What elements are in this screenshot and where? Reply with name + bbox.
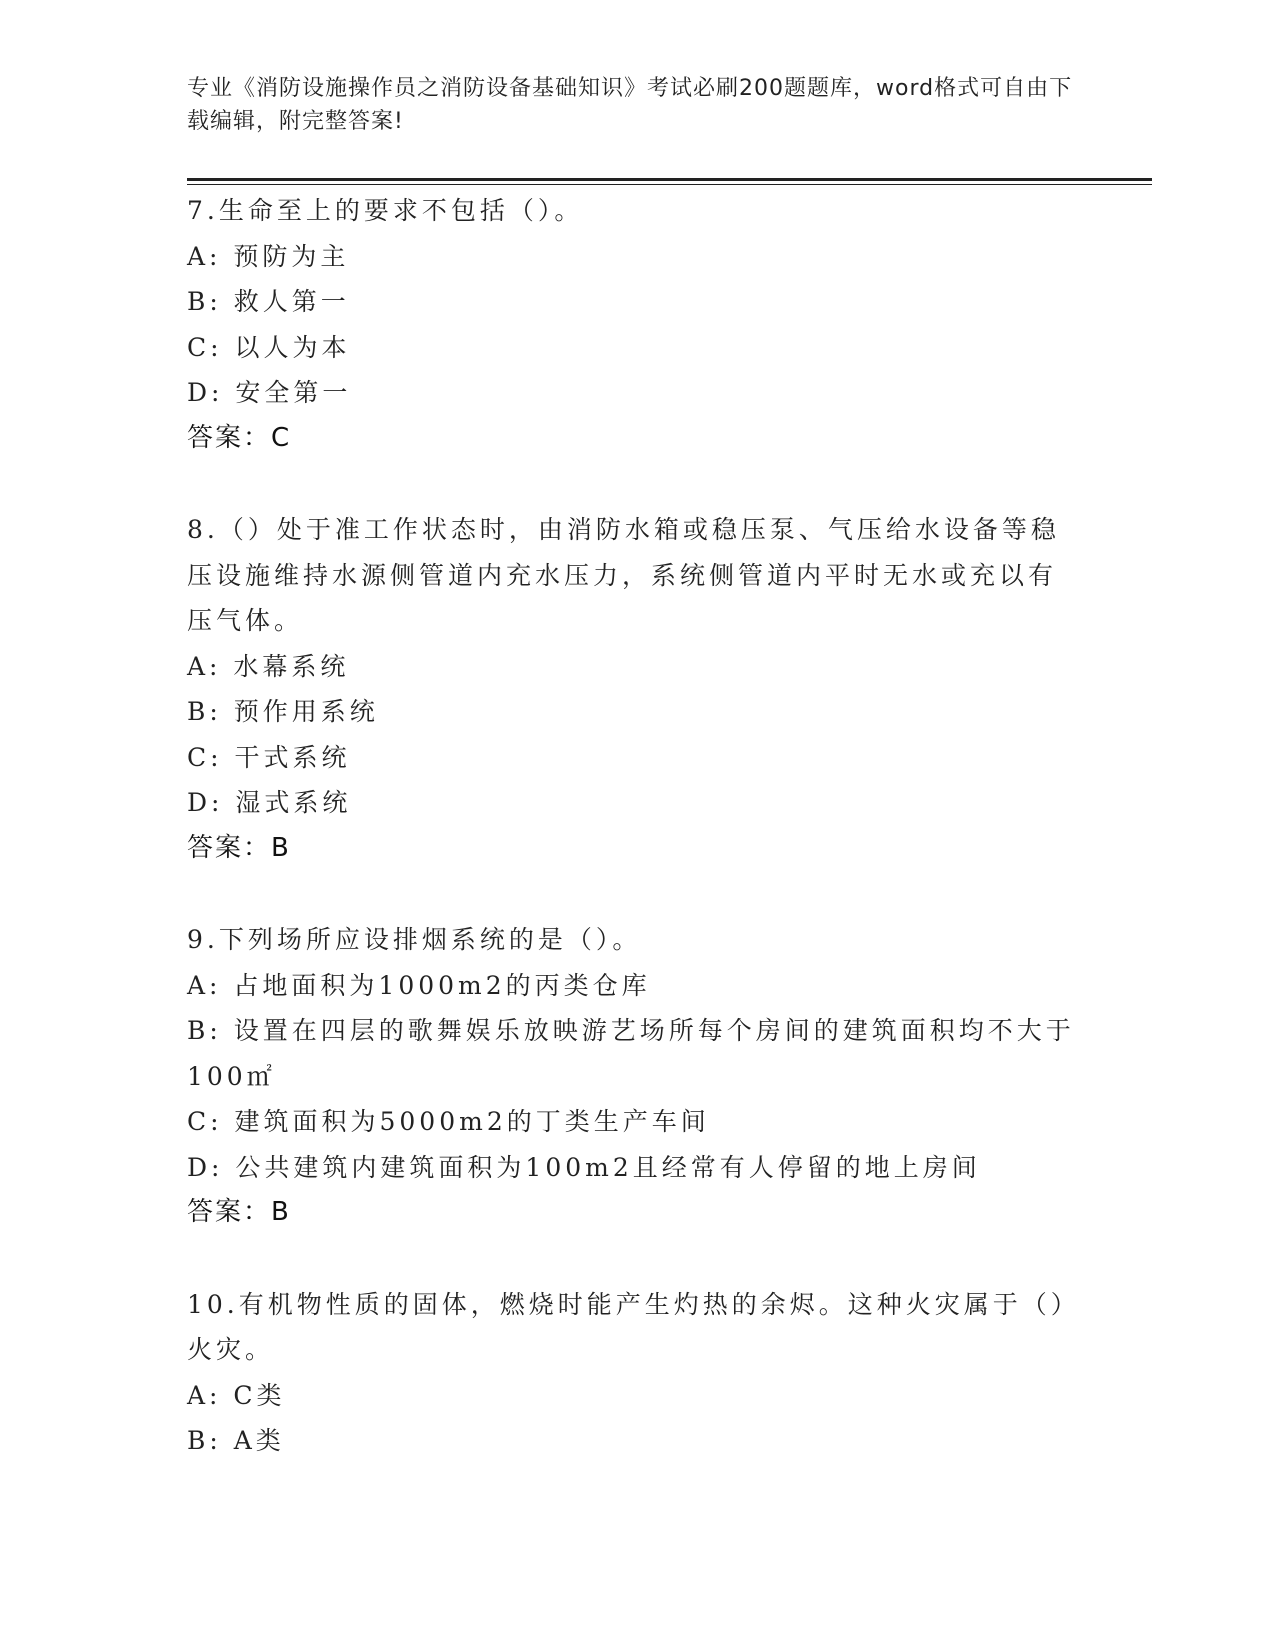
question-9 [187,917,1077,1236]
question-stem: 8.（）处于准工作状态时，由消防水箱或稳压泵、气压给水设备等稳压设施维持水源侧管道内充水压力，系统侧管道内平时无水或充以有压气体。 [187,515,1060,635]
answer: 答案：B [187,832,291,863]
option-d: D: 安全第一 [187,378,352,407]
option-c: C: 建筑面积为5000m2的丁类生产车间 [187,1107,710,1136]
option-c: C: 以人为本 [187,332,351,362]
question-10 [187,1282,1077,1464]
option-b: B: 设置在四层的歌舞娱乐放映游艺场所每个房间的建筑面积均不大于100㎡ [187,1016,1075,1091]
header-divider-thick [187,178,1152,181]
option-b: B: 预作用系统 [187,697,379,726]
question-stem: 10.有机物性质的固体，燃烧时能产生灼热的余烬。这种火灾属于（）火灾。 [187,1289,1068,1364]
question-stem: 7.生命至上的要求不包括（）。 [187,196,584,225]
option-a: A: 水幕系统 [187,651,350,681]
document-header: 专业《消防设施操作员之消防设备基础知识》考试必刷200题题库，word格式可自由下载编辑，附完整答案! [187,76,1073,134]
option-a: A: 占地面积为1000m2的丙类仓库 [187,970,651,1000]
option-a: A: 预防为主 [187,241,350,271]
option-b: B: 救人第一 [187,287,350,316]
question-stem: 9.下列场所应设排烟系统的是（）。 [187,925,642,954]
answer: 答案：B [187,1197,291,1227]
header-divider-thin [187,184,1152,185]
option-a: A: C类 [187,1380,286,1410]
option-b: B: A类 [187,1426,285,1455]
question-list [187,188,1077,1510]
question-7 [187,188,1077,461]
answer: 答案：C [187,422,292,453]
question-8 [187,507,1077,871]
option-d: D: 湿式系统 [187,788,352,817]
option-d: D: 公共建筑内建筑面积为100m2且经常有人停留的地上房间 [187,1152,981,1182]
option-c: C: 干式系统 [187,742,351,772]
